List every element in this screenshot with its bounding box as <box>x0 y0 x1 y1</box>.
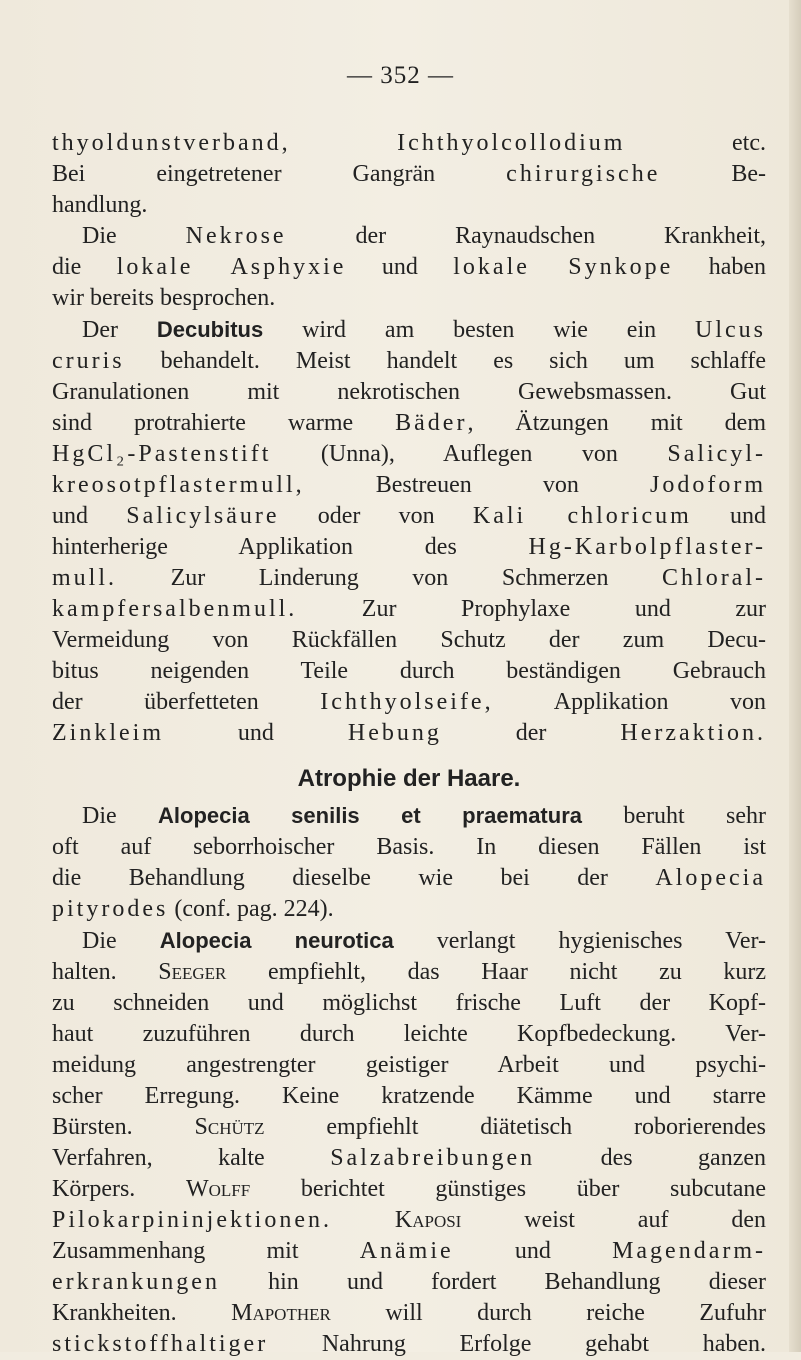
text-run: Ichthyolseife, <box>320 689 494 715</box>
text-line <box>52 1298 766 1329</box>
text-run: oft auf seborrhoischer Basis. In diesen Fällen ist <box>52 834 766 860</box>
text-line <box>52 625 766 656</box>
text-run: Salicylsäure <box>126 503 280 529</box>
text-run: Zur Prophylaxe und zur <box>297 596 766 622</box>
text-run: der <box>441 720 621 746</box>
text-line <box>52 894 766 925</box>
text-run: Alopecia <box>655 865 766 891</box>
text-run: (conf. pag. 224). <box>168 896 334 922</box>
text-line <box>52 1236 766 1267</box>
text-run: lokale Synkope <box>453 254 674 280</box>
text-line <box>52 532 766 563</box>
text-line <box>52 656 766 687</box>
text-run: wird am besten wie ein <box>263 317 695 343</box>
text-line <box>52 925 766 957</box>
text-run: Seeger <box>158 959 227 985</box>
text-line <box>52 1329 766 1360</box>
text-run: Die <box>82 223 186 249</box>
text-line <box>52 221 766 252</box>
text-run: Applikation von <box>493 689 766 715</box>
text-run: Bei eingetretener Gangrän <box>52 161 507 187</box>
text-line <box>52 190 766 221</box>
text-run: Zur Linderung von Schmerzen <box>117 565 663 591</box>
text-line <box>52 988 766 1019</box>
text-run: will durch reiche Zufuhr <box>330 1300 766 1326</box>
text-run: verlangt hygienisches Ver- <box>393 928 766 954</box>
text-run: Jodoform <box>650 472 766 498</box>
text-run: der überfetteten <box>52 689 321 715</box>
text-run: Verfahren, kalte <box>52 1145 331 1171</box>
text-run: hin und fordert Behandlung dieser <box>219 1269 766 1295</box>
text-run: pityrodes <box>52 896 169 922</box>
text-line <box>52 563 766 594</box>
text-run: Bürsten. <box>52 1114 195 1140</box>
text-run: Herzaktion. <box>620 720 766 746</box>
text-run: kreosotpflastermull, <box>52 472 305 498</box>
text-run: oder von <box>279 503 473 529</box>
text-run: erkrankungen <box>52 1269 220 1295</box>
text-run: (Unna), Auflegen von <box>271 441 668 467</box>
text-line <box>52 1050 766 1081</box>
text-run: die <box>52 254 117 280</box>
text-line <box>52 800 766 832</box>
text-run: Körpers. <box>52 1176 186 1202</box>
text-run: wir bereits besprochen. <box>52 285 276 311</box>
page-number: — 352 — <box>347 62 454 89</box>
text-line <box>52 501 766 532</box>
text-run: HgCl₂-Pastenstift <box>52 441 272 467</box>
text-run <box>291 130 398 156</box>
text-run: etc. <box>625 130 766 156</box>
text-run: mull. <box>52 565 118 591</box>
text-run: und <box>52 503 127 529</box>
text-run: berichtet günstiges über subcutane <box>250 1176 766 1202</box>
text-run: behandelt. Meist handelt es sich um schlaffe <box>124 348 766 374</box>
text-line <box>52 128 766 159</box>
text-line <box>52 718 766 749</box>
text-run: Hg-Karbolpflaster- <box>528 534 766 560</box>
text-run: Die <box>82 928 160 954</box>
text-run: meidung angestrengter geistiger Arbeit und psychi- <box>52 1052 766 1078</box>
text-run: beruht sehr <box>582 803 766 829</box>
text-run: halten. <box>52 959 159 985</box>
text-line <box>52 283 766 314</box>
text-run: Magendarm- <box>612 1238 766 1264</box>
section-heading: Atrophie der Haare. <box>297 765 521 792</box>
text-line <box>52 377 766 408</box>
text-run: hinterherige Applikation des <box>52 534 529 560</box>
text-block-decubitus <box>52 128 766 749</box>
text-run: Kaposi <box>394 1207 462 1233</box>
text-line <box>52 159 766 190</box>
text-run: Alopecia neurotica <box>159 928 394 953</box>
text-line <box>52 1019 766 1050</box>
text-run: Die <box>82 803 159 829</box>
text-run: Mapother <box>231 1300 331 1326</box>
text-line <box>52 687 766 718</box>
text-run: lokale Asphyxie <box>116 254 347 280</box>
text-run: und <box>691 503 766 529</box>
text-line <box>52 314 766 346</box>
text-run: Vermeidung von Rückfällen Schutz der zum Decu- <box>52 627 766 653</box>
text-run: Schütz <box>194 1114 265 1140</box>
text-run: Bestreuen von <box>304 472 650 498</box>
text-run: cruris <box>52 348 125 374</box>
text-run: kampfersalbenmull. <box>52 596 298 622</box>
text-run: scher Erregung. Keine kratzende Kämme und starre <box>52 1083 766 1109</box>
text-line <box>52 408 766 439</box>
text-line <box>52 1112 766 1143</box>
text-run: haben <box>673 254 766 280</box>
text-run: Chloral- <box>662 565 766 591</box>
text-run: die Behandlung dieselbe wie bei der <box>52 865 656 891</box>
text-run: Kali chloricum <box>472 503 692 529</box>
text-run: des ganzen <box>535 1145 766 1171</box>
text-run: Zinkleim <box>52 720 164 746</box>
text-run: Granulationen mit nekrotischen Gewebsmassen. Gut <box>52 379 766 405</box>
text-line <box>52 1267 766 1298</box>
text-run: bitus neigenden Teile durch beständigen Gebrauch <box>52 658 766 684</box>
text-line <box>52 439 766 470</box>
page-edge <box>789 0 801 1352</box>
text-run: empfiehlt diätetisch roborierendes <box>264 1114 766 1140</box>
text-run: Alopecia senilis et praematura <box>158 803 582 828</box>
text-run: handlung. <box>52 192 148 218</box>
text-line <box>52 252 766 283</box>
text-block-alopecia <box>52 800 766 1360</box>
text-run: , Ätzungen mit dem <box>467 410 766 436</box>
text-run: Salzabreibungen <box>330 1145 536 1171</box>
text-run: Salicyl- <box>667 441 766 467</box>
text-run: sind protrahierte warme <box>52 410 396 436</box>
text-line <box>52 1143 766 1174</box>
text-run: chirurgische <box>506 161 661 187</box>
text-run: Be- <box>660 161 766 187</box>
text-run: der Raynaudschen Krankheit, <box>286 223 766 249</box>
text-line <box>52 1205 766 1236</box>
page-body <box>52 128 766 1360</box>
text-line <box>52 863 766 894</box>
text-run: und <box>346 254 454 280</box>
text-run: Zusammenhang mit <box>52 1238 360 1264</box>
text-run: Decubitus <box>156 317 264 342</box>
text-line <box>52 957 766 988</box>
text-line <box>52 1174 766 1205</box>
text-run: thyoldunstverband, <box>52 130 291 156</box>
text-run: Nahrung Erfolge gehabt haben. <box>268 1331 766 1357</box>
text-line <box>52 832 766 863</box>
text-run: und <box>163 720 348 746</box>
text-run: zu schneiden und möglichst frische Luft der Kopf- <box>52 990 766 1016</box>
text-run: Hebung <box>347 720 442 746</box>
text-run: weist auf den <box>461 1207 766 1233</box>
text-run: Ichthyolcollodium <box>397 130 626 156</box>
text-run: Der <box>82 317 157 343</box>
text-run: Krankheiten. <box>52 1300 232 1326</box>
text-line <box>52 346 766 377</box>
text-line <box>52 594 766 625</box>
text-run: stickstoffhaltiger <box>52 1331 269 1357</box>
text-run: Pilokarpininjektionen. <box>52 1207 332 1233</box>
text-run: und <box>453 1238 613 1264</box>
text-run: Ulcus <box>694 317 766 343</box>
text-line <box>52 1081 766 1112</box>
text-run <box>332 1207 395 1233</box>
text-run: Anämie <box>359 1238 454 1264</box>
text-run: Wolff <box>185 1176 251 1202</box>
text-run: Bäder <box>395 410 468 436</box>
text-run: empfiehlt, das Haar nicht zu kurz <box>226 959 766 985</box>
text-run: Nekrose <box>185 223 287 249</box>
text-run: haut zuzuführen durch leichte Kopfbedeckung. Ver- <box>52 1021 766 1047</box>
text-line <box>52 470 766 501</box>
